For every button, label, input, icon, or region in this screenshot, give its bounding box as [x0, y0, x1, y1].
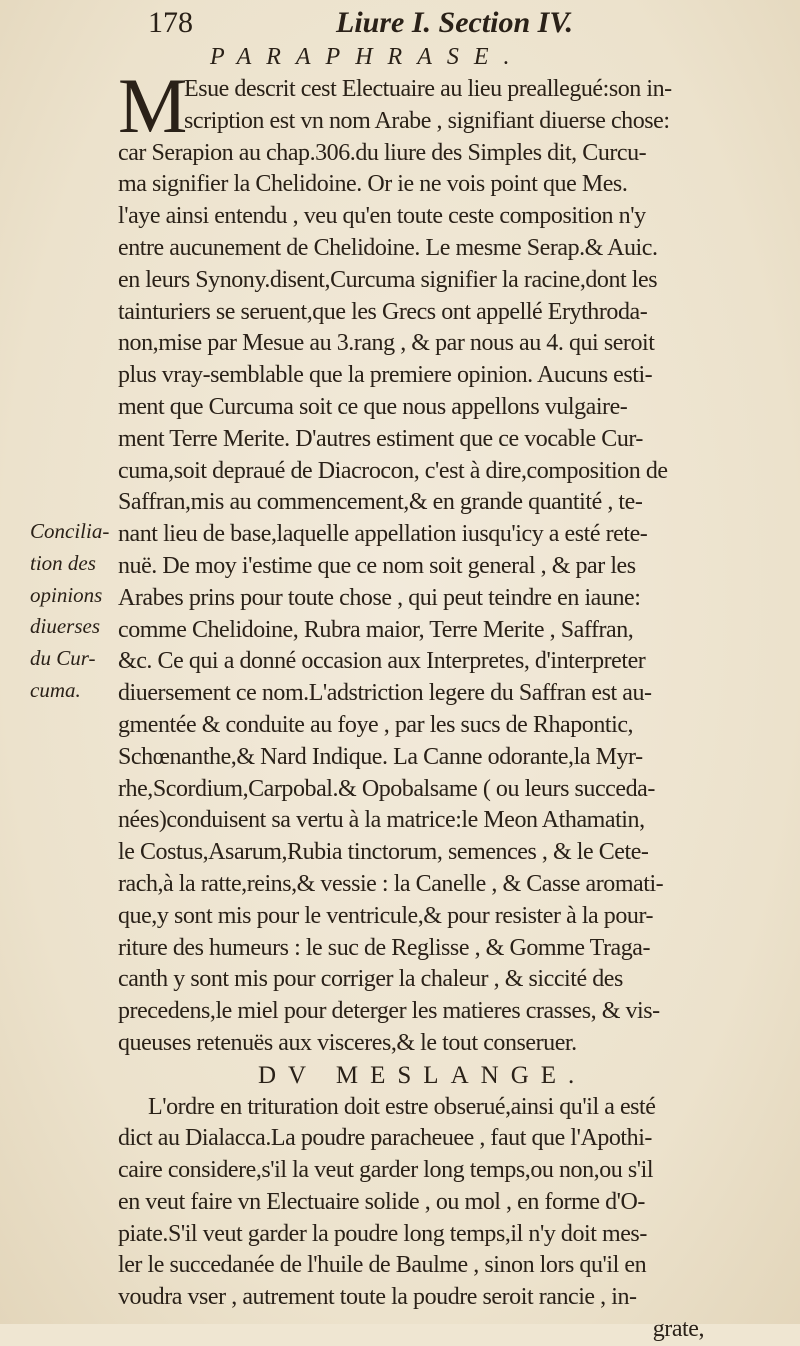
text-line: comme Chelidoine, Rubra maior, Terre Merite , Saffran, [118, 616, 634, 643]
margin-note-line: cuma. [30, 677, 81, 702]
text-line: tainturiers se seruent,que les Grecs ont appellé Erythroda- [118, 298, 648, 325]
text-line: car Serapion au chap.306.du liure des Simples dit, Curcu- [118, 139, 647, 166]
margin-note-line: tion des [30, 550, 96, 575]
text-line: grate, [652, 1316, 704, 1343]
text-line: Arabes prins pour toute chose , qui peut teindre en iaune: [118, 584, 641, 611]
margin-note-line: du Cur- [30, 646, 96, 671]
page-header [148, 6, 748, 46]
text-line: plus vray-semblable que la premiere opinion. Aucuns esti- [118, 362, 653, 389]
text-line: en leurs Synony.disent,Curcuma signifier la racine,dont les [118, 266, 658, 293]
text-line: L'ordre en trituration doit estre obserué,ainsi qu'il a esté [148, 1093, 656, 1120]
text-line: &c. Ce qui a donné occasion aux Interpretes, d'interpreter [118, 648, 646, 675]
text-line: piate.S'il veut garder la poudre long temps,il n'y doit mes- [118, 1220, 647, 1247]
margin-note-line: Concilia- [30, 519, 110, 543]
text-line: ler le succedanée de l'huile de Baulme , sinon lors qu'il en [118, 1252, 647, 1279]
text-line: Schœnanthe,& Nard Indique. La Canne odorante,la Myr- [118, 743, 643, 770]
section-heading: PARAPHRASE. [210, 44, 525, 70]
text-line: nant lieu de base,laquelle appellation iusqu'icy a esté rete- [118, 521, 648, 548]
running-head: Liure I. Section IV. [336, 6, 573, 39]
text-line: ment que Curcuma soit ce que nous appellons vulgaire- [118, 393, 628, 420]
subsection-heading: DV MESLANGE. [258, 1061, 587, 1089]
text-line: canth y sont mis pour corriger la chaleur , & siccité des [118, 966, 623, 993]
text-line: gmentée & conduite au foye , par les sucs de Rhapontic, [118, 711, 634, 738]
margin-note-line: diuerses [30, 614, 100, 639]
text-line: que,y sont mis pour le ventricule,& pour resister à la pour- [118, 902, 654, 929]
text-line: rach,à la ratte,reins,& vessie : la Canelle , & Casse aromati- [118, 870, 664, 897]
text-line: cuma,soit depraué de Diacrocon, c'est à dire,composition de [118, 457, 668, 484]
text-line: en veut faire vn Electuaire solide , ou mol , en forme d'O- [118, 1188, 645, 1215]
text-line: nuë. De moy i'estime que ce nom soit general , & par les [118, 552, 636, 579]
text-line: scription est vn nom Arabe , signifiant diuerse chose: [184, 107, 670, 134]
text-line: dict au Dialacca.La poudre paracheuee , faut que l'Apothi- [118, 1125, 652, 1152]
text-line: ma signifier la Chelidoine. Or ie ne vois point que Mes. [118, 171, 628, 198]
text-line: l'aye ainsi entendu , veu qu'en toute ceste composition n'y [118, 203, 646, 230]
text-line: precedens,le miel pour deterger les matieres crasses, & vis- [118, 998, 660, 1025]
text-line: ment Terre Merite. D'autres estiment que ce vocable Cur- [118, 425, 643, 452]
text-line: diuersement ce nom.L'adstriction legere du Saffran est au- [118, 680, 652, 707]
text-line: Esue descrit cest Electuaire au lieu preallegué:son in- [184, 76, 672, 102]
text-line: Saffran,mis au commencement,& en grande quantité , te- [118, 489, 643, 516]
margin-note [30, 516, 122, 707]
text-line: rhe,Scordium,Carpobal.& Opobalsame ( ou leurs succeda- [118, 775, 655, 802]
text-line: queuses retenuës aux visceres,& le tout conseruer. [118, 1029, 577, 1056]
drop-cap: M [118, 62, 188, 149]
text-line: caire considere,s'il la veut garder long temps,ou non,ou s'il [118, 1157, 654, 1184]
margin-note-line: opinions [30, 582, 103, 607]
text-line: non,mise par Mesue au 3.rang , & par nous au 4. qui seroit [118, 330, 655, 357]
text-line: le Costus,Asarum,Rubia tinctorum, semences , & le Cete- [118, 839, 649, 866]
body-text [118, 62, 800, 1346]
text-line: entre aucunement de Chelidoine. Le mesme Serap.& Auic. [118, 234, 658, 261]
page-number: 178 [148, 6, 193, 39]
text-line: riture des humeurs : le suc de Reglisse , & Gomme Traga- [118, 934, 651, 961]
text-line: voudra vser , autrement toute la poudre seroit rancie , in- [118, 1284, 637, 1311]
text-line: nées)conduisent sa vertu à la matrice:le Meon Athamatin, [118, 807, 645, 834]
